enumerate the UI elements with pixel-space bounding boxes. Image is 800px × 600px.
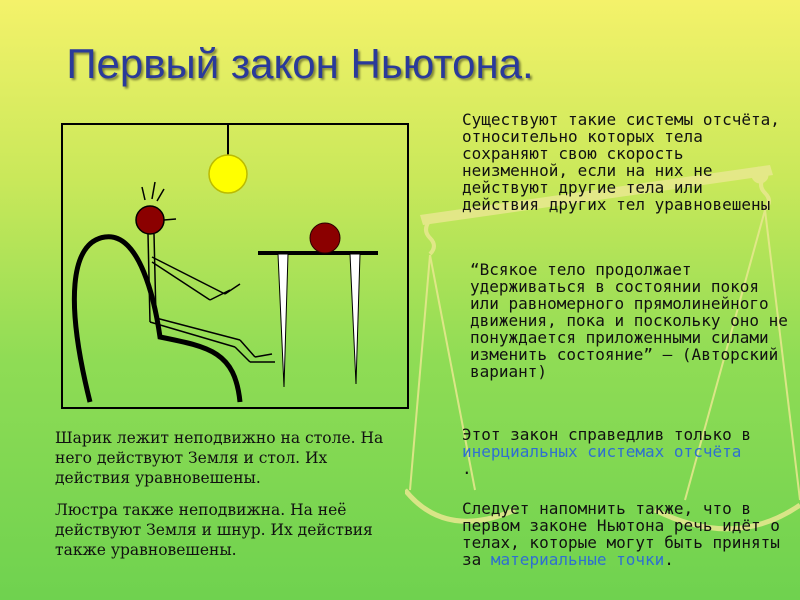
slide-title: Первый закон Ньютона. [66,40,534,87]
person-figure [136,182,275,362]
quote-text: “Всякое тело продолжает удерживаться в состоянии покоя или равномерного прямолинейного движения, пока и поскольку оно не понуждается приложенными силами изменить состояние” – (Авторский вариант) [470,260,788,381]
validity-text: Этот закон справедлив только в инерциальных системах отсчёта . [462,425,751,478]
person-in-chair-illustration [60,122,412,410]
definition-text: Существуют такие системы отсчёта, относительно которых тела сохраняют свою скорость неизменной, если на них не действуют другие тела или действия других тел уравновешены [462,110,780,214]
person-head [136,206,164,234]
material-points-link[interactable]: материальные точки [490,550,665,569]
lamp-note: Люстра также неподвижна. На неё действуют Земля и шнур. Их действия также уравновешены. [55,501,373,559]
chair-illustration [74,237,240,402]
reminder-text: Следует напомнить также, что в первом законе Ньютона речь идёт о телах, которые могут быть приняты за материальные точки. [462,499,780,569]
ball-illustration [310,223,340,253]
ball-note: Шарик лежит неподвижно на столе. На него действуют Земля и стол. Их действия уравновешены. [55,429,384,487]
inertial-frames-link[interactable]: инерциальных системах отсчёта [462,442,742,461]
table-illustration [258,253,378,387]
lamp-illustration [209,155,247,193]
